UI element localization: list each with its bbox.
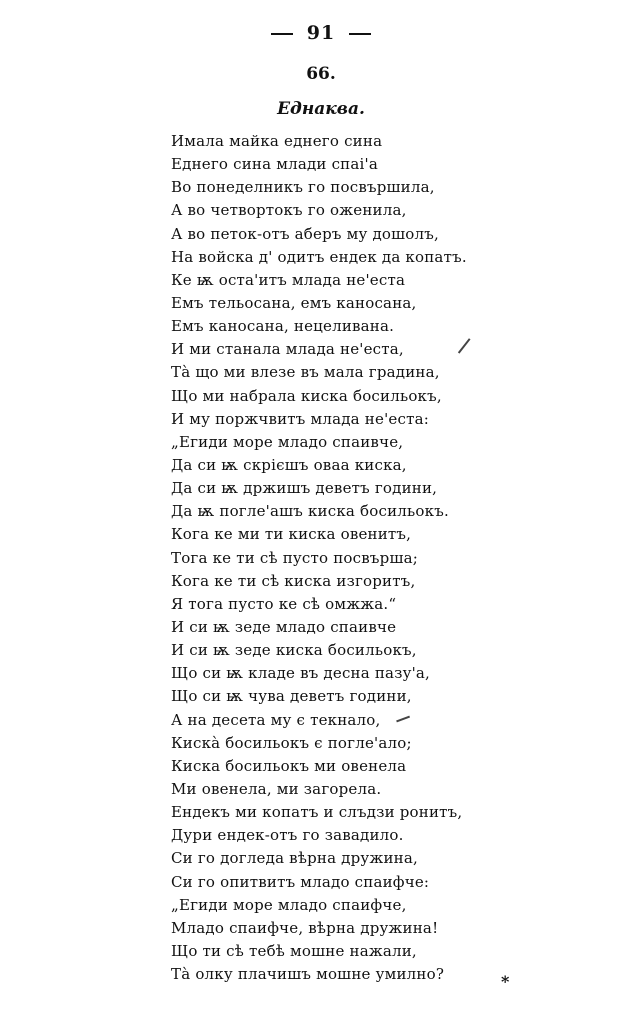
verse-line: Що си ѭ кладе въ десна пазу'а,: [171, 664, 431, 683]
verse-line: Дури ендек-отъ го завадило.: [171, 826, 404, 845]
verse-line: И си ѭ зеде киска босильокъ,: [171, 641, 417, 660]
verse-line: На войска д' одитъ ендек да копатъ.: [171, 247, 467, 266]
right-dash: [349, 33, 371, 35]
verse-line: И ми станала млада не'еста,: [171, 340, 404, 359]
verse-line: А на десета му є текнало,: [171, 710, 381, 729]
verse-line: Кога ке ми ти киска овенитъ,: [171, 525, 412, 544]
verse-line: Имала майка еднего сина: [171, 132, 383, 150]
verse-line: Що си ѭ чува деветъ години,: [171, 687, 412, 706]
verse-line: Кога ке ти сѣ киска изгоритъ,: [171, 571, 416, 590]
verse-line: Що ми набрала киска босильокъ,: [171, 386, 442, 405]
verse-line: Кискà босильокъ є погле'ало;: [171, 733, 412, 752]
verse-line: Еднего сина млади спаі'а: [171, 155, 378, 174]
verse-line: Що ти сѣ тебѣ мошне нажали,: [171, 941, 417, 960]
end-mark: *: [501, 972, 510, 991]
verse-line: Ми овенела, ми загорела.: [171, 779, 382, 798]
verse-line: Во понеделникъ го посвършила,: [171, 178, 435, 197]
verse-line: Я тога пусто ке сѣ омжжа.“: [171, 594, 397, 613]
verse-line: Да ѭ погле'ашъ киска босильокъ.: [171, 502, 449, 521]
poem-title: Еднаква.: [277, 99, 365, 119]
poem-number: 66.: [306, 64, 336, 84]
verse-line: Киска босильокъ ми овенела: [171, 756, 407, 775]
verse-line: Емъ каносана, нецеливана.: [171, 317, 395, 336]
left-dash: [271, 33, 293, 35]
verse-line: Тà що ми влезе въ мала градина,: [171, 363, 440, 382]
verse-line: Тà олку плачишъ мошне умилно?: [171, 965, 445, 984]
verse-line: А во петок-отъ аберъ му дошолъ,: [171, 224, 439, 243]
verse-line: Си го опитвитъ младо спаифче:: [171, 872, 430, 891]
verse-line: И си ѭ зеде младо спаивче: [171, 617, 397, 636]
verse-line: Да си ѭ држишъ деветъ години,: [171, 479, 438, 498]
verse-line: Младо спаифче, вѣрна дружина!: [171, 918, 439, 937]
verse-line: Емъ тельосана, емъ каносана,: [171, 293, 417, 312]
page-header: [0, 22, 642, 44]
page-number: 91: [306, 22, 336, 44]
poem-body: [171, 130, 611, 986]
verse-line: „Егиди море младо спаивче,: [171, 432, 404, 451]
verse-line: Ке ѭ оста'итъ млада не'еста: [171, 270, 406, 289]
verse-line: Ендекъ ми копатъ и слъдзи ронитъ,: [171, 803, 463, 822]
verse-line: А во четвортокъ го оженила,: [171, 201, 407, 220]
verse-line: „Егиди море младо спаифче,: [171, 895, 407, 914]
verse-line: И му поржчвитъ млада не'еста:: [171, 409, 429, 428]
verse-line: Тога ке ти сѣ пусто посвърша;: [171, 548, 418, 567]
verse-line: Си го доглeда вѣрна дружина,: [171, 849, 418, 868]
verse-line: Да си ѭ скрієшъ оваа киска,: [171, 455, 407, 474]
